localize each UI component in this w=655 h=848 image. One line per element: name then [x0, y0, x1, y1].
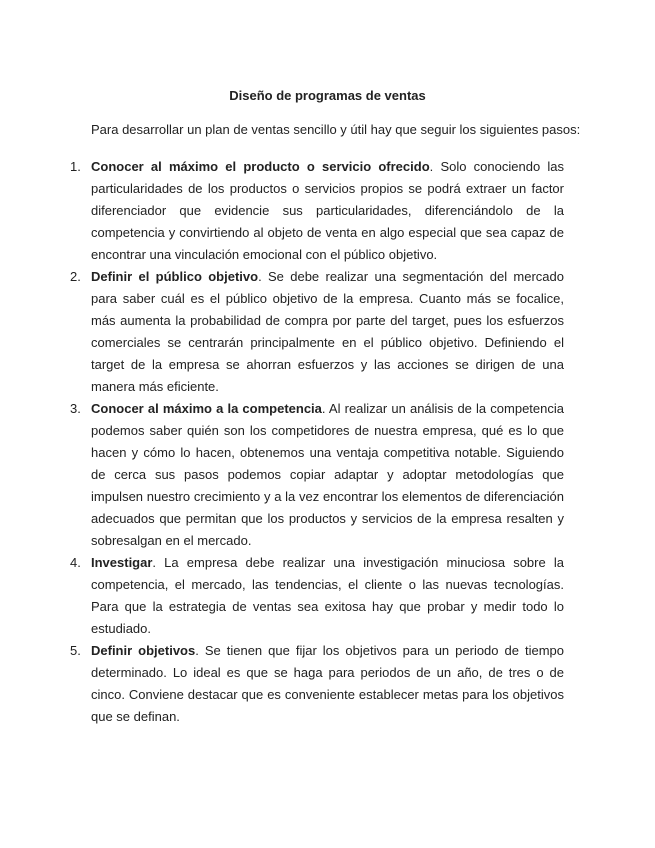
step-text: . Se tienen que fijar los objetivos para un periodo de tiempo determinado. Lo ideal es que se haga para periodos de un año, de tres o de cinco. Conviene destacar que es conveniente establecer metas para los objetivos que se definan.: [91, 643, 564, 724]
document-title: Diseño de programas de ventas: [229, 88, 426, 103]
list-number: 2.: [70, 269, 81, 284]
step-text: . La empresa debe realizar una investigación minuciosa sobre la competencia, el mercado, las tendencias, el cliente o las nuevas tecnologías. Para que la estrategia de ventas sea exitosa hay que probar y medir todo lo estudiado.: [91, 555, 564, 636]
step-text: . Se debe realizar una segmentación del mercado para saber cuál es el público objetivo de la empresa. Cuanto más se focalice, más aumenta la probabilidad de compra por parte del target, pues los esfuerzos comerciales se centrarán principalmente en el público objetivo. Definiendo el target de la empresa se ahorran esfuerzos y las acciones se dirigen de una manera más eficiente.: [91, 269, 564, 394]
step-term: Conocer al máximo el producto o servicio ofrecido: [91, 159, 430, 174]
step-text: . Al realizar un análisis de la competencia podemos saber quién son los competidores de nuestra empresa, qué es lo que hacen y cómo lo hacen, obtenemos una ventaja competitiva notable. Siguiendo de cerca sus pasos podemos copiar adaptar y adoptar metodologías que impulsen nuestro crecimiento y a la vez encontrar los elementos de diferenciación adecuados que permitan que los productos y servicios de la empresa resalten y sobresalgan en el mercado.: [91, 401, 564, 548]
list-number: 4.: [70, 555, 81, 570]
list-number: 5.: [70, 643, 81, 658]
list-item: [70, 398, 564, 552]
list-item: [70, 640, 564, 728]
list-number: 1.: [70, 159, 81, 174]
step-text: . Solo conociendo las particularidades de los productos o servicios propios se podrá extraer un factor diferenciador que evidencie sus particularidades, diferenciándolo de la competencia y convirtiendo al objeto de venta en algo especial que sea capaz de encontrar una vinculación emocional con el público objetivo.: [91, 159, 564, 262]
steps-list: [70, 156, 564, 728]
step-term: Definir objetivos: [91, 643, 196, 658]
list-item: [70, 266, 564, 398]
list-item: [70, 552, 564, 640]
list-number: 3.: [70, 401, 81, 416]
step-term: Conocer al máximo a la competencia: [91, 401, 322, 416]
list-item: [70, 156, 564, 266]
step-term: Definir el público objetivo: [91, 269, 259, 284]
intro-paragraph: Para desarrollar un plan de ventas sencillo y útil hay que seguir los siguientes pasos:: [91, 122, 581, 137]
step-term: Investigar: [91, 555, 153, 570]
